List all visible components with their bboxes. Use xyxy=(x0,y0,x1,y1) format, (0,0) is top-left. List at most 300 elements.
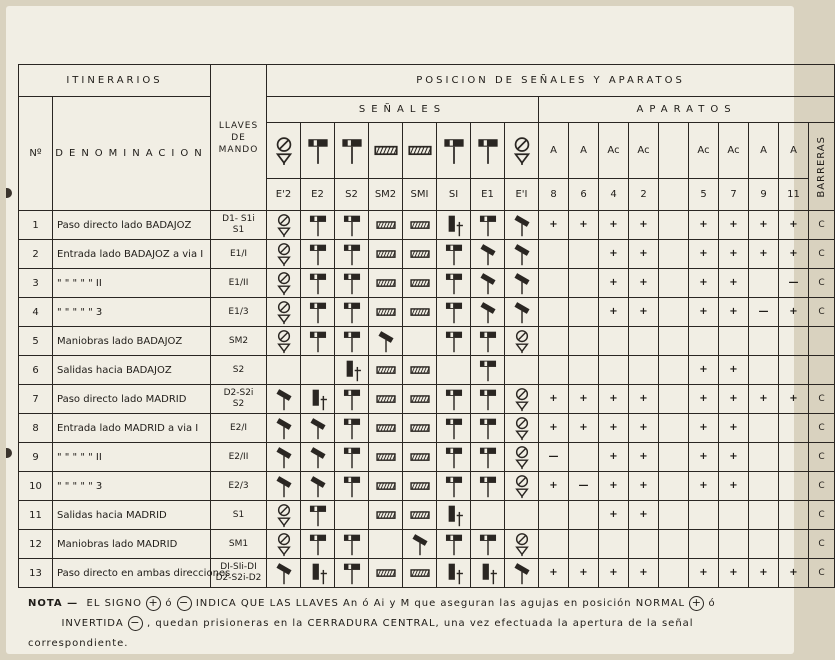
apparatus-state xyxy=(659,559,689,588)
signal-stroke xyxy=(417,511,420,517)
semaphore-signal-icon xyxy=(305,136,331,166)
signal-stroke xyxy=(479,447,495,453)
signal-stroke xyxy=(380,424,383,430)
diagonal-signal-icon xyxy=(511,242,533,267)
row-number: 6 xyxy=(19,356,53,385)
semaphore-signal-icon xyxy=(341,561,363,586)
signal-state xyxy=(301,559,335,588)
signal-stroke xyxy=(410,146,413,154)
signal-stroke xyxy=(517,140,526,149)
signal-label: SMI xyxy=(403,179,437,211)
hatched-signal-icon xyxy=(409,416,431,441)
apparatus-state xyxy=(719,501,749,530)
minus-circle-icon: − xyxy=(177,596,192,611)
apparatus-state xyxy=(779,327,809,356)
apparatus-state xyxy=(659,414,689,443)
row-llaves xyxy=(211,501,267,530)
row-number: 7 xyxy=(19,385,53,414)
apparatus-number: 5 xyxy=(689,179,719,211)
row-llaves xyxy=(211,327,267,356)
signal-stroke xyxy=(386,366,389,372)
signal-stroke xyxy=(348,477,351,481)
signal-stroke xyxy=(377,308,380,314)
signal-stroke xyxy=(414,250,417,256)
signal-stroke xyxy=(380,569,383,575)
diagonal-signal-icon xyxy=(477,242,499,267)
apparatus-state xyxy=(659,356,689,385)
llave-code: S2 xyxy=(232,364,245,375)
signal-stroke xyxy=(383,146,386,154)
signal-stroke xyxy=(518,535,525,542)
apparatus-state xyxy=(779,472,809,501)
apparatus-state: + xyxy=(599,443,629,472)
llave-code: SM2 xyxy=(228,335,249,346)
apparatus-state: + xyxy=(719,385,749,414)
signal-label: E2 xyxy=(301,179,335,211)
signal-stroke xyxy=(414,221,417,227)
apparatus-type: Ac xyxy=(719,123,749,179)
signal-stroke xyxy=(445,534,461,540)
signal-state xyxy=(437,414,471,443)
signal-stroke xyxy=(516,344,527,351)
signal-stroke xyxy=(414,424,417,430)
apparatus-state xyxy=(539,356,569,385)
apparatus-state: + xyxy=(629,385,659,414)
signal-stroke xyxy=(280,274,287,281)
apparatus-state xyxy=(569,327,599,356)
row-number: 9 xyxy=(19,443,53,472)
signal-stroke xyxy=(383,221,386,227)
signal-stroke xyxy=(450,535,453,539)
apparatus-number: 9 xyxy=(749,179,779,211)
signal-stroke xyxy=(309,302,325,308)
signal-stroke xyxy=(383,395,386,401)
signal-stroke xyxy=(420,308,423,314)
ground-signal-icon xyxy=(511,329,533,354)
signal-stroke xyxy=(450,390,453,394)
signal-stroke xyxy=(423,308,426,314)
diagonal-signal-icon xyxy=(307,416,329,441)
diagonal-signal-icon xyxy=(273,416,295,441)
signal-stroke xyxy=(423,279,426,285)
signal-stroke xyxy=(450,303,453,307)
diagonal-signal-icon xyxy=(273,387,295,412)
apparatus-state xyxy=(569,240,599,269)
apparatus-state: + xyxy=(719,211,749,240)
signal-stroke xyxy=(389,279,392,285)
apparatus-state: + xyxy=(569,414,599,443)
signal-stroke xyxy=(479,360,495,366)
signal-state xyxy=(369,385,403,414)
signal-stroke xyxy=(278,344,289,351)
semaphore-signal-icon xyxy=(477,213,499,238)
signal-stroke xyxy=(479,389,495,395)
itinerary-row xyxy=(19,414,835,443)
signal-stroke xyxy=(423,424,426,430)
signal-state xyxy=(267,414,301,443)
hatched-signal-icon xyxy=(375,271,397,296)
signal-stroke xyxy=(420,424,423,430)
apparatus-state: + xyxy=(599,559,629,588)
signal-state xyxy=(267,327,301,356)
signal-stroke xyxy=(383,279,386,285)
semaphore-signal-icon xyxy=(339,136,365,166)
signal-stroke xyxy=(445,447,461,453)
hatched-signal-icon xyxy=(375,474,397,499)
hatched-signal-icon xyxy=(375,387,397,412)
signal-stroke xyxy=(411,482,414,488)
semaphore-signal-icon xyxy=(443,532,465,557)
signal-stroke xyxy=(420,250,423,256)
signal-stroke xyxy=(386,511,389,517)
signal-stroke xyxy=(483,140,486,145)
llave-code: D2-S2i xyxy=(223,388,254,398)
apparatus-state xyxy=(779,530,809,559)
semaphore-signal-icon xyxy=(443,271,465,296)
barrera-state: C xyxy=(809,443,835,472)
signal-stroke xyxy=(383,366,386,372)
apparatus-state xyxy=(689,327,719,356)
apparatus-state: + xyxy=(719,269,749,298)
senales-header: SEÑALES xyxy=(267,97,539,123)
signal-stroke xyxy=(479,331,495,337)
signal-state xyxy=(505,559,539,588)
signal-state xyxy=(301,298,335,327)
signal-stroke xyxy=(348,303,351,307)
row-denomination: Entrada lado BADAJOZ a via I xyxy=(53,240,211,269)
signal-state xyxy=(471,501,505,530)
signal-stroke xyxy=(278,315,289,322)
diagonal-signal-icon xyxy=(409,532,431,557)
signal-state xyxy=(335,559,369,588)
diagonal-signal-icon xyxy=(477,300,499,325)
apparatus-state xyxy=(569,356,599,385)
signal-state xyxy=(267,472,301,501)
row-llaves xyxy=(211,530,267,559)
signal-stroke xyxy=(420,395,423,401)
signal-state xyxy=(437,269,471,298)
signal-stroke xyxy=(444,139,463,147)
apparatus-state xyxy=(749,472,779,501)
apparatus-state xyxy=(749,530,779,559)
signal-stroke xyxy=(376,146,379,154)
signal-state xyxy=(301,385,335,414)
row-number: 5 xyxy=(19,327,53,356)
ground-signal-icon xyxy=(511,387,533,412)
signal-state xyxy=(369,356,403,385)
ground-signal-icon xyxy=(511,532,533,557)
signal-stroke xyxy=(516,489,527,496)
apparatus-state xyxy=(539,298,569,327)
semaphore-signal-icon xyxy=(307,213,329,238)
signal-stroke xyxy=(417,146,420,154)
ground-signal-icon xyxy=(273,242,295,267)
apparatus-state: + xyxy=(629,269,659,298)
signal-state xyxy=(505,240,539,269)
apparatus-state: — xyxy=(749,298,779,327)
signal-stroke xyxy=(377,366,380,372)
apparatus-state xyxy=(779,414,809,443)
signal-stroke xyxy=(423,366,426,372)
signal-stroke xyxy=(414,453,417,459)
barreras-label: BARRERAS xyxy=(816,135,828,198)
signal-stroke xyxy=(309,244,325,250)
signal-state xyxy=(505,414,539,443)
signal-stroke xyxy=(445,331,461,337)
signal-stroke xyxy=(314,506,317,510)
signal-state xyxy=(403,327,437,356)
apparatus-state: + xyxy=(689,211,719,240)
semaphore-signal-icon xyxy=(307,300,329,325)
apparatus-state: + xyxy=(599,385,629,414)
semaphore-signal-icon xyxy=(475,136,501,166)
row-denomination: Paso directo lado MADRID xyxy=(53,385,211,414)
signal-state xyxy=(335,501,369,530)
row-denomination: Entrada lado MADRID a via I xyxy=(53,414,211,443)
apparatus-state: + xyxy=(599,298,629,327)
signal-stroke xyxy=(420,453,423,459)
apparatus-state: + xyxy=(629,414,659,443)
signal-state xyxy=(301,414,335,443)
row-llaves xyxy=(211,385,267,414)
apparatus-state: + xyxy=(689,356,719,385)
row-denomination: " " " " " 3 xyxy=(53,472,211,501)
barrera-state: C xyxy=(809,472,835,501)
semaphore-signal-icon xyxy=(341,532,363,557)
semaphore-signal-icon xyxy=(443,445,465,470)
signal-stroke xyxy=(389,453,392,459)
signal-stroke xyxy=(383,424,386,430)
llaves-header xyxy=(211,65,267,211)
signal-stroke xyxy=(314,245,317,249)
signal-state xyxy=(335,530,369,559)
punch-hole xyxy=(6,188,12,198)
signal-stroke xyxy=(424,146,427,154)
hatched-signal-icon xyxy=(375,242,397,267)
vertical-signal-icon xyxy=(341,358,363,383)
signal-state xyxy=(505,472,539,501)
signal-stroke xyxy=(386,308,389,314)
apparatus-state: + xyxy=(779,211,809,240)
note-or: ó xyxy=(708,598,716,609)
signal-stroke xyxy=(312,563,318,579)
apparatus-state: + xyxy=(689,298,719,327)
semaphore-signal-icon xyxy=(477,416,499,441)
signal-state xyxy=(505,501,539,530)
signal-state xyxy=(505,298,539,327)
signal-stroke xyxy=(380,482,383,488)
signal-stroke xyxy=(423,221,426,227)
row-llaves xyxy=(211,356,267,385)
semaphore-signal-icon xyxy=(341,300,363,325)
signal-stroke xyxy=(348,448,351,452)
semaphore-signal-icon xyxy=(477,387,499,412)
apparatus-state xyxy=(779,356,809,385)
signal-stroke xyxy=(386,395,389,401)
signal-state xyxy=(301,240,335,269)
ground-signal-icon xyxy=(273,503,295,528)
semaphore-signal-icon xyxy=(443,474,465,499)
signal-stroke xyxy=(448,505,454,521)
barrera-state: C xyxy=(809,385,835,414)
signal-stroke xyxy=(278,257,289,264)
signal-stroke xyxy=(377,221,380,227)
apparatus-type: A xyxy=(539,123,569,179)
signal-state xyxy=(369,530,403,559)
signal-state xyxy=(369,559,403,588)
apparatus-state: + xyxy=(689,414,719,443)
signal-state xyxy=(267,530,301,559)
header-signal-symbol xyxy=(267,123,301,179)
apparatus-number xyxy=(659,179,689,211)
apparatus-state xyxy=(659,530,689,559)
signal-stroke xyxy=(414,511,417,517)
punch-hole xyxy=(6,448,12,458)
signal-state xyxy=(335,443,369,472)
signal-stroke xyxy=(423,250,426,256)
row-llaves xyxy=(211,559,267,588)
signal-stroke xyxy=(343,418,359,424)
plus-circle-icon: + xyxy=(689,596,704,611)
apparatus-state: + xyxy=(539,559,569,588)
itinerary-row xyxy=(19,240,835,269)
signal-state xyxy=(437,530,471,559)
signal-stroke xyxy=(414,366,417,372)
signal-stroke xyxy=(417,453,420,459)
note-text: EL SIGNO xyxy=(86,598,142,609)
signal-label: E1 xyxy=(471,179,505,211)
signal-state xyxy=(403,269,437,298)
signal-stroke xyxy=(383,482,386,488)
row-number: 1 xyxy=(19,211,53,240)
apparatus-state: + xyxy=(569,559,599,588)
semaphore-signal-icon xyxy=(341,242,363,267)
semaphore-signal-icon xyxy=(341,474,363,499)
signal-stroke xyxy=(348,245,351,249)
vertical-signal-icon xyxy=(307,561,329,586)
ground-signal-icon xyxy=(511,474,533,499)
signal-state xyxy=(403,443,437,472)
signal-stroke xyxy=(423,453,426,459)
signal-state xyxy=(301,472,335,501)
semaphore-signal-icon xyxy=(441,136,467,166)
apparatus-state xyxy=(539,530,569,559)
signal-stroke xyxy=(386,453,389,459)
semaphore-signal-icon xyxy=(307,503,329,528)
signal-state xyxy=(267,240,301,269)
signal-stroke xyxy=(314,274,317,278)
signal-stroke xyxy=(484,419,487,423)
apparatus-state: + xyxy=(689,472,719,501)
apparatus-state xyxy=(719,327,749,356)
apparatus-state xyxy=(629,356,659,385)
row-number: 12 xyxy=(19,530,53,559)
apparatus-state xyxy=(569,298,599,327)
signal-stroke xyxy=(411,424,414,430)
semaphore-signal-icon xyxy=(307,271,329,296)
signal-stroke xyxy=(383,250,386,256)
note-text: INDICA QUE LAS LLAVES An ó Ai y M que aseguran las agujas en posición NORMAL xyxy=(195,598,686,609)
signal-stroke xyxy=(478,139,497,147)
signal-stroke xyxy=(386,146,389,154)
minus-circle-icon: − xyxy=(128,616,143,631)
signal-stroke xyxy=(386,279,389,285)
row-number: 8 xyxy=(19,414,53,443)
signal-stroke xyxy=(450,274,453,278)
signal-state xyxy=(335,414,369,443)
signal-stroke xyxy=(280,535,287,542)
signal-stroke xyxy=(417,482,420,488)
signal-state xyxy=(267,501,301,530)
aparatos-header: APARATOS xyxy=(539,97,835,123)
signal-stroke xyxy=(413,146,416,154)
row-llaves xyxy=(211,269,267,298)
apparatus-state xyxy=(749,443,779,472)
signal-state xyxy=(369,327,403,356)
signal-stroke xyxy=(423,569,426,575)
apparatus-state: + xyxy=(599,211,629,240)
llave-code: E2/3 xyxy=(228,480,249,491)
signal-stroke xyxy=(389,250,392,256)
apparatus-state xyxy=(719,530,749,559)
signal-state xyxy=(471,298,505,327)
signal-stroke xyxy=(518,477,525,484)
hatched-signal-icon xyxy=(373,136,399,166)
hatched-signal-icon xyxy=(375,358,397,383)
llave-code: S2 xyxy=(232,399,245,409)
apparatus-state xyxy=(659,501,689,530)
signal-stroke xyxy=(380,511,383,517)
semaphore-signal-icon xyxy=(477,445,499,470)
signal-stroke xyxy=(420,511,423,517)
signal-stroke xyxy=(380,453,383,459)
row-denomination: Paso directo en ambas direcciones xyxy=(53,559,211,588)
signal-stroke xyxy=(414,308,417,314)
apparatus-state xyxy=(659,472,689,501)
note-text: INVERTIDA xyxy=(61,618,124,629)
vertical-signal-icon xyxy=(307,387,329,412)
signal-state xyxy=(301,269,335,298)
hatched-signal-icon xyxy=(409,271,431,296)
signal-stroke xyxy=(308,139,327,147)
apparatus-state: + xyxy=(569,385,599,414)
itinerary-row xyxy=(19,501,835,530)
signal-stroke xyxy=(450,448,453,452)
apparatus-state: + xyxy=(719,443,749,472)
signal-stroke xyxy=(484,448,487,452)
signal-stroke xyxy=(386,250,389,256)
note-or: ó xyxy=(165,598,173,609)
signal-stroke xyxy=(379,146,382,154)
apparatus-state: + xyxy=(629,443,659,472)
signal-stroke xyxy=(518,419,525,426)
llave-code: D1- S1i xyxy=(222,214,255,224)
signal-stroke xyxy=(417,395,420,401)
ground-signal-icon xyxy=(273,271,295,296)
signal-stroke xyxy=(420,279,423,285)
row-denomination: Salidas hacia BADAJOZ xyxy=(53,356,211,385)
barrera-state: C xyxy=(809,211,835,240)
signal-stroke xyxy=(348,274,351,278)
itinerary-row xyxy=(19,327,835,356)
signal-state xyxy=(403,414,437,443)
signal-stroke xyxy=(343,447,359,453)
apparatus-state: + xyxy=(539,211,569,240)
document-sheet xyxy=(6,6,828,654)
row-llaves xyxy=(211,414,267,443)
apparatus-state xyxy=(749,356,779,385)
llave-code: E1/3 xyxy=(228,306,249,317)
